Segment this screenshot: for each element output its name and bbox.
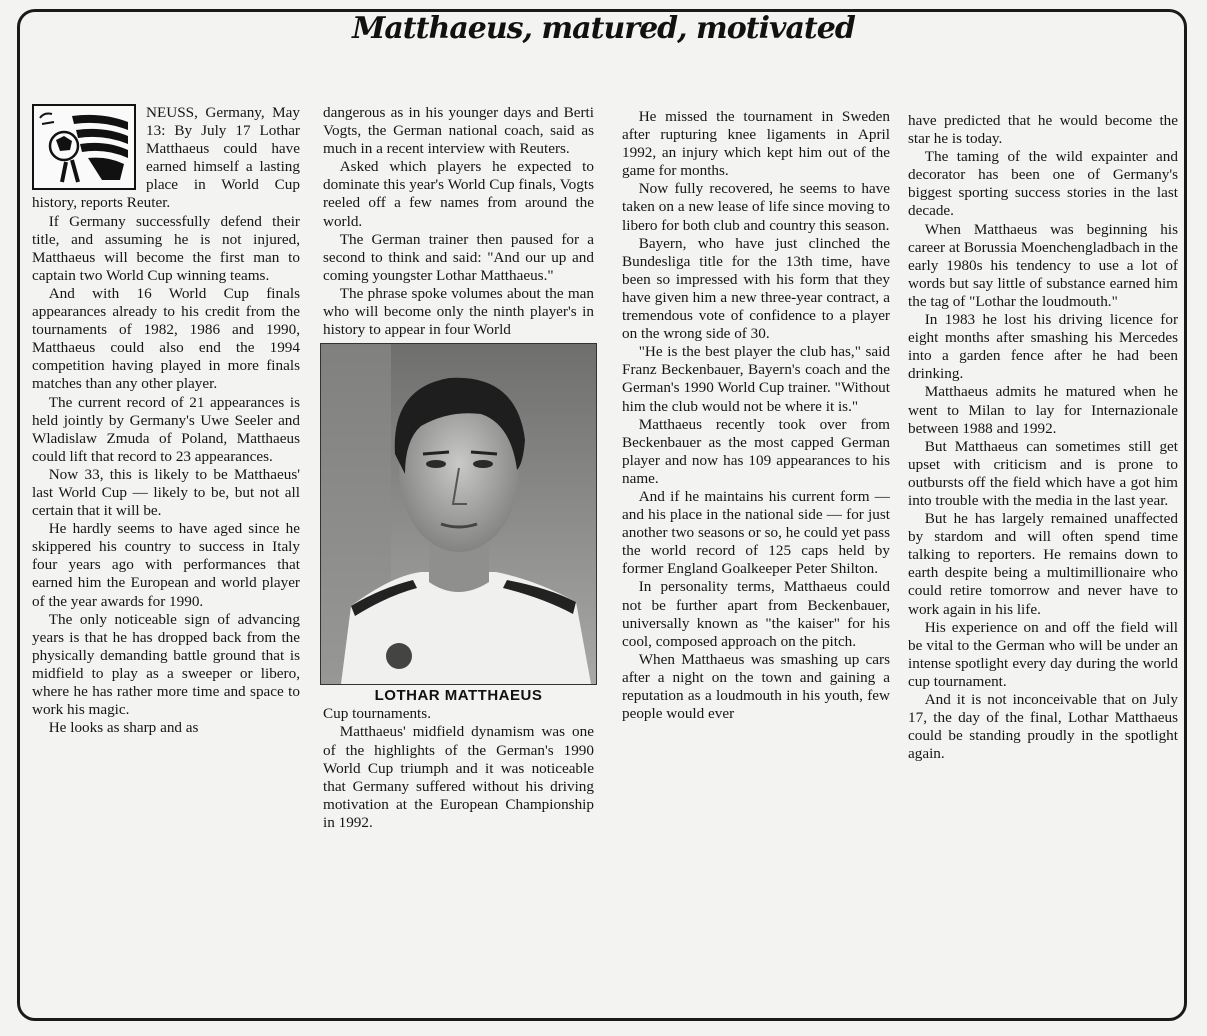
paragraph: But Matthaeus can sometimes still get upset with criticism and is prone to outbursts off the field which have a got him into trouble with the media in the last year.	[908, 437, 1178, 509]
paragraph: He hardly seems to have aged since he skippered his country to success in Italy four years ago with performances that earned him the European and world player of the year awards for 1990.	[32, 520, 300, 610]
article-column-3	[622, 108, 890, 723]
paragraph: The phrase spoke volumes about the man who will become only the ninth player's in history to appear in four World	[323, 284, 594, 339]
paragraph: He looks as sharp and as	[48, 719, 199, 737]
paragraph: The only noticeable sign of advancing years is that he has dropped back from the physically demanding battle ground that is midfield to play as a sweeper or libero, where he has rather more time and space to work his magic.	[32, 610, 300, 719]
paragraph: Now 33, this is likely to be Matthaeus' last World Cup — likely to be, but not all certain that it will be.	[32, 465, 300, 520]
paragraph: Matthaeus admits he matured when he went to Milan to lay for Internazionale between 1988 and 1992.	[908, 383, 1178, 437]
paragraph: When Matthaeus was beginning his career at Borussia Moenchengladbach in the early 1980s his tendency to use a lot of words but say little of substance earned him the tag of "Lothar the loudmouth."	[908, 220, 1178, 310]
paragraph: Now fully recovered, he seems to have taken on a new lease of life since moving to libero for both club and country this season.	[622, 180, 890, 234]
player-portrait-photo	[320, 343, 597, 685]
article-column-4	[908, 112, 1178, 763]
paragraph: When Matthaeus was smashing up cars after a night on the town and gaining a reputation as a loudmouth in his youth, few people would ever	[622, 650, 890, 723]
paragraph: But he has largely remained unaffected by stardom and will often spend time talking to reporters. He remains down to earth despite being a multimillionaire who could retire tomorrow and never have to work again in his life.	[908, 510, 1178, 618]
paragraph: And with 16 World Cup finals appearances already to his credit from the tournaments of 1982, 1986 and 1990, Matthaeus could also end the 1994 competition having played in more finals matches than any other player.	[32, 284, 300, 393]
paragraph: "He is the best player the club has," said Franz Beckenbauer, Bayern's coach and the German's 1990 World Cup trainer. "Without him the club would not be where it is."	[622, 343, 890, 415]
paragraph: The German trainer then paused for a second to think and said: "And our up and coming youngster Lothar Matthaeus."	[323, 230, 594, 284]
paragraph: dangerous as in his younger days and Berti Vogts, the German national coach, said as much in a recent interview with Reuters.	[323, 104, 594, 158]
paragraph: Matthaeus' midfield dynamism was one of the highlights of the German's 1990 World Cup triumph and it was noticeable that Germany suffered without his driving motivation at the European Championship in 1992.	[323, 723, 594, 831]
article-column-2	[323, 104, 594, 832]
world-cup-usa-94-logo-icon	[32, 104, 136, 190]
paragraph: have predicted that he would become the star he is today.	[908, 112, 1178, 148]
article-column-1	[32, 104, 300, 737]
paragraph: He missed the tournament in Sweden after rupturing knee ligaments in April 1992, an injury which kept him out of the game for months.	[622, 108, 890, 180]
paragraph: The taming of the wild expainter and decorator has been one of Germany's biggest sporting success stories in the last decade.	[908, 148, 1178, 220]
article-headline: Matthaeus, matured, motivated	[352, 11, 855, 46]
paragraph: NEUSS, Germany, May 13: By July 17 Lothar Matthaeus could have earned himself a lasting place in World Cup history, reports Reuter.	[32, 104, 300, 212]
paragraph: Cup tournaments.	[323, 705, 431, 723]
paragraph: If Germany successfully defend their title, and assuming he is not injured, Matthaeus will become the first man to captain two World Cup winning teams.	[32, 212, 300, 284]
paragraph: Matthaeus recently took over from Beckenbauer as the most capped German player and now has 109 appearances to his name.	[622, 415, 890, 487]
paragraph: And if he maintains his current form — and his place in the national side — for just another two seasons or so, he could yet pass the world record of 125 caps held by former England Goalkeeper Peter Shilton.	[622, 487, 890, 578]
paragraph: And it is not inconceivable that on July 17, the day of the final, Lothar Matthaeus could be standing proudly in the spotlight again.	[908, 691, 1178, 763]
paragraph: The current record of 21 appearances is held jointly by Germany's Uwe Seeler and Wladislaw Zmuda of Poland, Matthaeus could lift that record to 23 appearances.	[32, 393, 300, 465]
paragraph: Bayern, who have just clinched the Bundesliga title for the 13th time, have been so impressed with his form that they have given him a new three-year contract, a tremendous vote of confidence to a player on the wrong side of 30.	[622, 234, 890, 343]
paragraph: His experience on and off the field will be vital to the German who will be under an intense spotlight every day during the world cup tournament.	[908, 618, 1178, 690]
paragraph: In personality terms, Matthaeus could not be further apart from Beckenbauer, universally known as "the kaiser" for his cool, composed approach on the pitch.	[622, 578, 890, 650]
paragraph: In 1983 he lost his driving licence for eight months after smashing his Mercedes into a garden fence after he had been drinking.	[908, 311, 1178, 383]
paragraph: Asked which players he expected to dominate this year's World Cup finals, Vogts reeled off a few names from around the world.	[323, 158, 594, 230]
photo-caption: LOTHAR MATTHAEUS	[374, 687, 543, 705]
